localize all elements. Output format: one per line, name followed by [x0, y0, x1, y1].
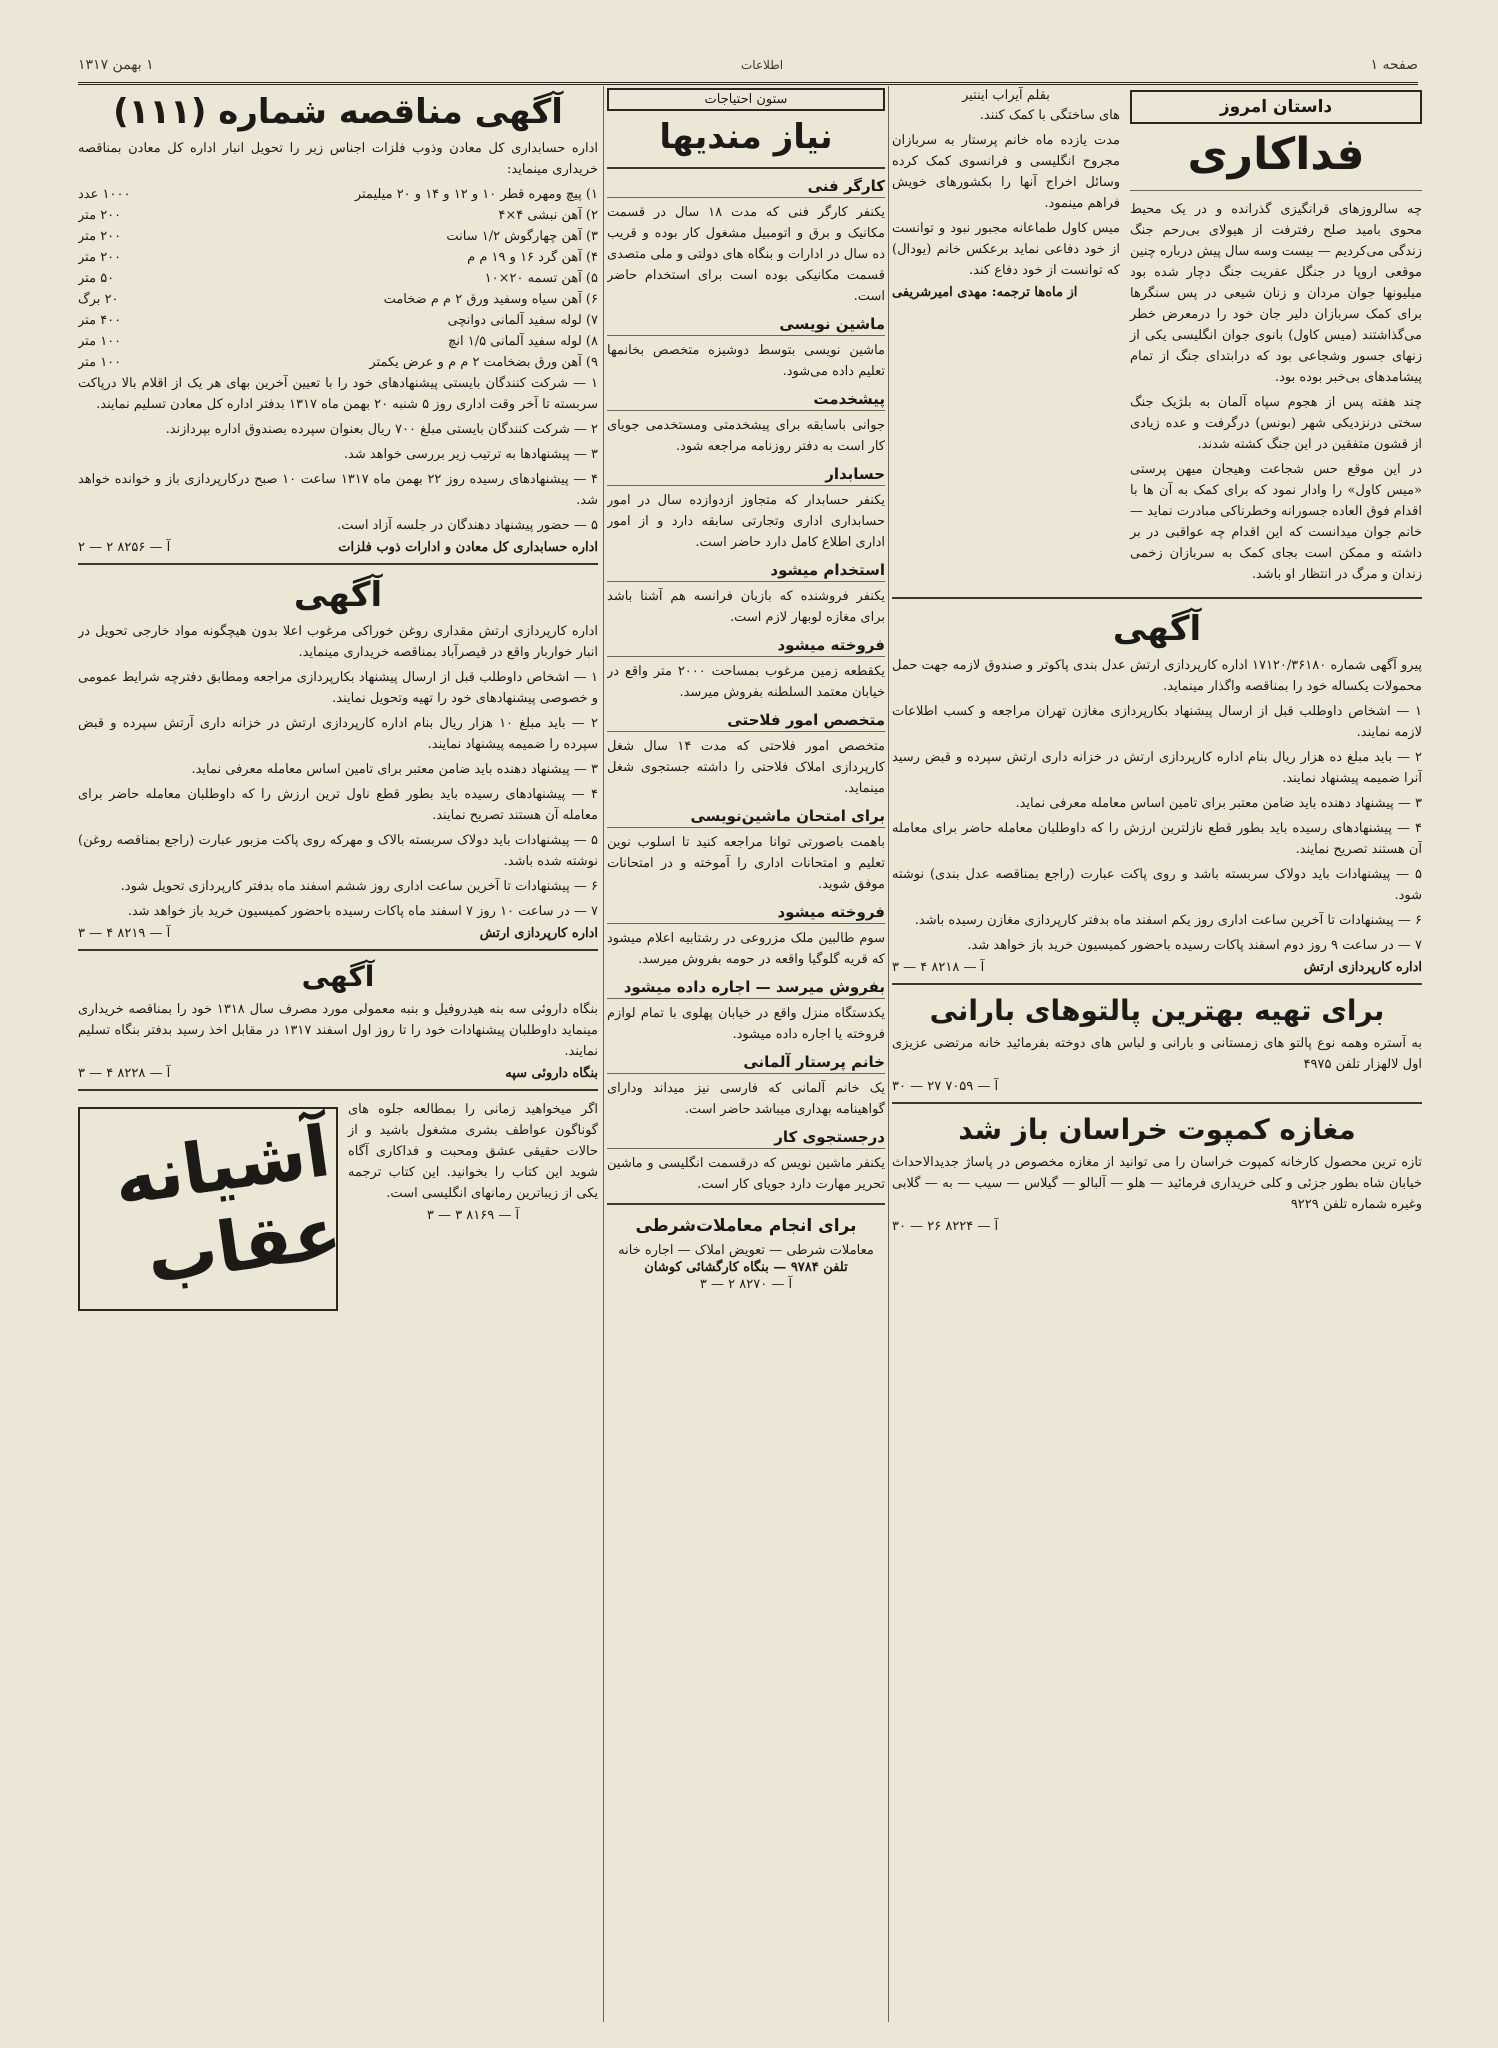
- tender-item: ۵) آهن تسمه ۲۰×۱۰ ۵۰ متر: [78, 271, 598, 286]
- conditional-deals-line: آ — ۸۲۷۰ ۲ — ۳: [699, 1277, 793, 1292]
- classified-heading: استخدام میشود: [607, 561, 885, 582]
- tender-intro: اداره حسابداری کل معادن وذوب فلزات اجناس زیر را تحویل انبار اداره کل معادن بمناقصه خریداری مینماید:: [78, 141, 598, 177]
- divider: [1130, 190, 1422, 191]
- classified-heading: فروخته میشود: [607, 636, 885, 657]
- army-notice-paragraph: ۶ — پیشنهادات تا آخرین ساعت اداری روز یکم اسفند ماه بدفتر کارپردازی مغازن رسیده باشد.: [914, 913, 1422, 928]
- army-notice-paragraph: ۳ — پیشنهاد دهنده باید ضامن معتبر برای تامین اساس معامله معرفی نماید.: [1015, 796, 1422, 811]
- divider: [78, 563, 598, 565]
- conditional-deals-title: برای انجام معاملات‌شرطی: [635, 1216, 857, 1236]
- conditional-deals-line: تلفن ۹۷۸۴ — بنگاه کارگشائی کوشان: [644, 1260, 848, 1275]
- story-byline: بقلم آیراب اینتیر: [962, 88, 1050, 103]
- compote-ad-title: مغازه کمپوت خراسان باز شد: [958, 1113, 1356, 1146]
- pharmacy-notice-footer: [78, 1066, 598, 1081]
- oil-notice-paragraph: ۱ — اشخاص داوطلب قبل از ارسال پیشنهاد بکارپردازی مراجعه ومطابق دفترچه شرایط عمومی و خصوصی پیشنهادهای خود را تهیه وتحویل نمایند.: [78, 670, 598, 706]
- column-left: [78, 86, 598, 1319]
- compote-ad-ref: آ — ۸۲۲۴ ۲۶ — ۳۰: [892, 1219, 999, 1234]
- oil-notice-paragraph: ۲ — باید مبلغ ۱۰ هزار ریال بنام اداره کارپردازی ارتش در خزانه داری آرتش سپرده و قبض سپرده را ضمیمه پیشنهاد نمایند.: [78, 716, 598, 752]
- story-main: [1130, 86, 1422, 589]
- tender-ref: آ — ۸۲۵۶ ۲ — ۲: [78, 540, 171, 555]
- tender-item: ۸) لوله سفید آلمانی ۱/۵ انچ ۱۰۰ متر: [78, 334, 598, 349]
- story-paragraph: های ساختگی با کمک کنند.: [979, 108, 1120, 123]
- oil-notice-title: آگهی: [293, 575, 383, 615]
- classified-heading: درجستجوی کار: [607, 1128, 885, 1149]
- series-title: داستان امروز: [1130, 90, 1422, 124]
- oil-notice-paragraph: ۷ — در ساعت ۱۰ روز ۷ اسفند ماه پاکات رسیده باحضور کمیسیون خرید باز خواهد شد.: [127, 904, 598, 919]
- classified-heading: حسابدار: [607, 465, 885, 486]
- story-continuation: [892, 86, 1120, 589]
- tender-item: ۱) پیچ ومهره قطر ۱۰ و ۱۲ و ۱۴ و ۲۰ میلیمتر ۱۰۰۰ عدد: [78, 187, 598, 202]
- tender-item: ۳) آهن چهارگوش ۱/۲ سانت ۲۰۰ متر: [78, 229, 598, 244]
- oil-notice-paragraph: ۳ — پیشنهاد دهنده باید ضامن معتبر برای تامین اساس معامله معرفی نماید.: [191, 762, 598, 777]
- tender-condition: ۴ — پیشنهادهای رسیده روز ۲۲ بهمن ماه ۱۳۱۷ ساعت ۱۰ صبح درکارپردازی باز و خوانده خواهد شد.: [78, 472, 598, 508]
- army-notice-paragraph: ۲ — باید مبلغ ده هزار ریال بنام اداره کارپردازی ارتش در خزانه داری ارتش سپرده و قبض رسید آنرا ضمیمه پیشنهاد نمایند.: [892, 750, 1422, 786]
- book-promo: [78, 1099, 598, 1319]
- divider: [78, 1089, 598, 1091]
- tender-item: ۲) آهن نبشی ۴×۴ ۲۰۰ متر: [78, 208, 598, 223]
- classified-text: جوانی باسابقه برای پیشخدمتی ومستخدمی جویای کار است به دفتر روزنامه مراجعه شود.: [607, 418, 885, 454]
- raincoat-ad-ref: آ — ۷۰۵۹ ۲۷ — ۳۰: [892, 1079, 999, 1094]
- army-notice-ref: آ — ۸۲۱۸ ۴ — ۳: [892, 960, 985, 975]
- classified-text: یکقطعه زمین مرغوب بمساحت ۲۰۰۰ متر واقع در خیابان معتمد السلطنه بفروش میرسد.: [607, 664, 885, 700]
- column-divider: [888, 86, 889, 2022]
- oil-notice-paragraph: ۶ — پیشنهادات تا آخرین ساعت اداری روز ششم اسفند ماه بدفتر کارپردازی تحویل شود.: [120, 879, 598, 894]
- paper-title: اطلاعات: [740, 58, 784, 72]
- oil-notice-ref: آ — ۸۲۱۹ ۴ — ۳: [78, 926, 171, 941]
- translator-credit: از ماه‌ها ترجمه: مهدی امیرشریفی: [892, 285, 1078, 300]
- column-divider: [603, 86, 604, 2022]
- masthead: [78, 48, 1418, 85]
- story-paragraph: چند هفته پس از هجوم سپاه آلمان به بلژیک جنگ سختی درنزدیکی شهر (بونس) درگرفت و عده زیادی از قشون متفقین در این جنگ کشته شدند.: [1130, 395, 1422, 452]
- book-title: آشیانه عقاب: [109, 1109, 347, 1300]
- classified-text: یکدستگاه منزل واقع در خیابان پهلوی با تمام لوازم فروخته یا اجاره داده میشود.: [607, 1006, 885, 1042]
- classified-text: باهمت باصورتی توانا مراجعه کنید تا اسلوب نوین تعلیم و امتحانات اداری را آموخته و در امتحانات موفق شوید.: [607, 835, 885, 892]
- classified-text: یکنفر کارگر فنی که مدت ۱۸ سال در قسمت مکانیک و برق و اتومبیل مشغول کار بوده و قریب ده سال در ادارات و بنگاه های دولتی و ملی متصدی قسمت مکانیکی بوده است برای استخدام حاضر است.: [607, 205, 885, 304]
- raincoat-ad-text: به آستره وهمه نوع پالتو های زمستانی و بارانی و لباس های دوخته بفرمائید خانه مرتضی عزیزی اول لالهزار تلفن ۴۹۷۵: [892, 1036, 1422, 1072]
- needs-title: نیاز مندیها: [659, 117, 833, 157]
- column-right: [892, 86, 1422, 1236]
- divider: [892, 1102, 1422, 1104]
- story-paragraph: در این موقع حس شجاعت وهیجان میهن پرستی «میس کاول» را وادار نمود که برای کمک به آن ها با اقدام فوق العاده جسورانه وخطرناکی مبادرت نماید — خانم جوان میدانست که این اقدام چه عواقبی در بر داشته و ممکن است بجای کمک به سربازان زخمی زندان و مرگ در انتظار او باشد.: [1130, 462, 1422, 582]
- classified-heading: کارگر فنی: [607, 177, 885, 198]
- classified-text: یک خانم آلمانی که فارسی نیز میداند ودارای گواهینامه بهداری میباشد حاضر است.: [607, 1081, 885, 1117]
- divider: [78, 949, 598, 951]
- classified-text: یکنفر حسابدار که متجاوز ازدوازده سال در امور حسابداری اداری وتجارتی سابقه دارد و از امور اداری اطلاع کامل دارد حاضر است.: [607, 493, 885, 550]
- tender-item: ۷) لوله سفید آلمانی دوانچی ۴۰۰ متر: [78, 313, 598, 328]
- classified-text: یکنفر ماشین نویس که درقسمت انگلیسی و ماشین تحریر مهارت دارد جویای کار است.: [607, 1156, 885, 1192]
- army-notice-signature: اداره کارپردازی ارتش: [1303, 960, 1422, 975]
- classified-text: متخصص امور فلاحتی که مدت ۱۴ سال شغل کارپردازی املاک فلاحتی را داشته جستجوی شغل مینماید.: [607, 739, 885, 796]
- tender-item: ۴) آهن گرد ۱۶ و ۱۹ م م ۲۰۰ متر: [78, 250, 598, 265]
- tender-condition: ۳ — پیشنهادها به ترتیب زیر بررسی خواهد شد.: [343, 447, 598, 462]
- oil-notice-paragraph: ۵ — پیشنهادات باید دولاک سربسته بالاک و مهرکه روی پاکت مزبور عبارت (راجع بمناقصه روغن) نوشته شده باشد.: [78, 833, 598, 869]
- oil-notice-signature: اداره کارپردازی ارتش: [479, 926, 598, 941]
- tender-condition: ۱ — شرکت کنندگان بایستی پیشنهادهای خود را با تعیین آخرین بهای هر یک از اقلام بالا درپاکت سربسته تا آخر وقت اداری روز ۵ شنبه ۲۰ بهمن ماه ۱۳۱۷ بدفتر اداره کل معادن تسلیم نمایند.: [78, 376, 598, 412]
- pharmacy-notice-ref: آ — ۸۲۲۸ ۴ — ۳: [78, 1066, 171, 1081]
- oil-notice-paragraph: ۴ — پیشنهادهای رسیده باید بطور قطع ناول ترین ارزش را که داوطلبان معامله حاضر برای معامله آن هستند تصریح نمایند.: [78, 787, 598, 823]
- army-notice-footer: [892, 960, 1422, 975]
- book-title-box: [78, 1107, 347, 1311]
- book-promo-text-block: [348, 1099, 598, 1319]
- book-promo-text: اگر میخواهید زمانی را بمطالعه جلوه های گوناگون عواطف بشری مشغول باشید و از حالات حقیقی عشق ومحبت و فداکاری آگاه شوید این کتاب را بخوانید. این کتاب ترجمه یکی از زیباترین رمانهای انگلیسی است.: [348, 1102, 598, 1201]
- tender-condition: ۲ — شرکت کنندگان بایستی مبلغ ۷۰۰ ریال بعنوان سپرده بصندوق اداره بپردازند.: [165, 422, 598, 437]
- pharmacy-notice-signature: بنگاه داروئی سپه: [505, 1066, 598, 1081]
- divider: [892, 597, 1422, 599]
- oil-notice-footer: [78, 926, 598, 941]
- classified-text: یکنفر فروشنده که بازبان فرانسه هم آشنا باشد برای مغازه لوبهار لازم است.: [607, 589, 885, 625]
- classified-heading: پیشخدمت: [607, 390, 885, 411]
- tender-item: ۶) آهن سیاه وسفید ورق ۲ م م ضخامت ۲۰ برگ: [78, 292, 598, 307]
- compote-ad-text: تازه ترین محصول کارخانه کمپوت خراسان را می توانید از مغازه مخصوص در پاساژ جدیدالاحداث خیابان شاه بطور جزئی و کلی خریداری فرمائید — هلو — آلبالو — گیلاس — سیب — به — گلابی وغیره شماره تلفن ۹۲۲۹: [892, 1155, 1422, 1212]
- army-notice-paragraph: ۴ — پیشنهادهای رسیده باید بطور قطع نازلترین ارزش را که داوطلبان معامله حاضر برای معامله آن هستند تصریح نمایند.: [892, 821, 1422, 857]
- divider: [607, 1203, 885, 1205]
- tender-footer: [78, 540, 598, 555]
- classified-text: سوم طالبین ملک مزروعی در رشتابیه اعلام میشود که قریه گلوگیا واقعه در حومه بفروش میرسد.: [607, 931, 885, 967]
- classified-heading: خانم پرستار آلمانی: [607, 1053, 885, 1074]
- classified-heading: فروخته میشود: [607, 903, 885, 924]
- army-notice-paragraph: پیرو آگهی شماره ۱۷۱۲۰/۳۶۱۸۰ اداره کارپردازی ارتش عدل بندی پاکوتر و صندوق لازمه جهت حمل محمولات یکساله خود را بمناقصه واگذار مینماید.: [892, 658, 1422, 694]
- column-middle: [607, 86, 885, 1294]
- army-notice-paragraph: ۷ — در ساعت ۹ روز دوم اسفند پاکات رسیده باحضور کمیسیون خرید باز خواهد شد.: [967, 938, 1422, 953]
- army-notice-paragraph: ۵ — پیشنهادات باید دولاک سربسته باشد و روی پاکت عبارت (راجع بمناقصه عدل بندی) نوشته شود.: [892, 867, 1422, 903]
- needs-section-label: ستون احتیاجات: [607, 88, 885, 111]
- page-label: صفحه ۱: [1370, 57, 1418, 73]
- classified-heading: متخصص امور فلاحتی: [607, 711, 885, 732]
- divider: [892, 983, 1422, 985]
- book-promo-ref: آ — ۸۱۶۹ ۳ — ۳: [426, 1208, 520, 1223]
- tender-title: آگهی مناقصه شماره (۱۱۱): [113, 92, 563, 132]
- raincoat-ad-title: برای تهیه بهترین پالتوهای بارانی: [929, 994, 1385, 1027]
- army-notice-paragraph: ۱ — اشخاص داوطلب قبل از ارسال پیشنهاد بکارپردازی مغازن تهران مراجعه و کسب اطلاعات لازمه نمایند.: [892, 704, 1422, 740]
- story-title: فداکاری: [1187, 129, 1365, 180]
- divider: [607, 167, 885, 169]
- classified-heading: بفروش میرسد — اجاره داده میشود: [607, 978, 885, 999]
- classified-heading: ماشین نویسی: [607, 315, 885, 336]
- pharmacy-notice-text: بنگاه داروئی سه بنه هیدروفیل و بنبه معمولی مورد مصرف سال ۱۳۱۸ خود را بمناقصه خریداری مینماید داوطلبان پیشنهادات خود را تا روز اول اسفند ۱۳۱۷ در مقابل اخذ رسید بدفتر بنگاه تسلیم نمایند.: [78, 1002, 598, 1059]
- classified-text: ماشین نویسی بتوسط دوشیزه متخصص بخانمها تعلیم داده می‌شود.: [607, 343, 885, 379]
- conditional-deals-line: معاملات شرطی — تعویض املاک — اجاره خانه: [618, 1243, 874, 1258]
- pharmacy-notice-title: آگهی: [301, 960, 375, 993]
- tender-signature: اداره حسابداری کل معادن و ادارات ذوب فلزات: [338, 540, 598, 555]
- story-paragraph: میس کاول طماعانه مجبور نبود و توانست از خود دفاعی نماید برعکس خانم (یودال) که توانست از خود دفاع کند.: [892, 221, 1120, 278]
- issue-date: ۱ بهمن ۱۳۱۷: [78, 57, 154, 73]
- story-paragraph: چه سالروزهای قرانگیزی گذرانده و در یک محیط محوی بامید صلح رفترفت از هیولای بی‌رحم جنگ زندگی می‌کردیم — بیست وسه سال پیش درباره چنین موقعی اروپا در جنگل عفریت جنگ دچار شده بود میلیونها جوان مردان و زنان شیعی در پس سنگرها برای کمک سربازان دلیر جان خود را درمعرض خطر می‌گذاشتند (میس کاول) بانوی جوان انگلیسی یکی از زنهای جسور وشجاعی بود که درابتدای جنگ از تمام پیشامدهای بی‌خبر بوده بود.: [1130, 202, 1422, 385]
- army-notice-title: آگهی: [1112, 609, 1202, 649]
- tender-item: ۹) آهن ورق بضخامت ۲ م م و عرض یکمتر ۱۰۰ متر: [78, 355, 598, 370]
- oil-notice-paragraph: اداره کارپردازی ارتش مقداری روغن خوراکی مرغوب اعلا بدون هیچگونه مواد خارجی تحویل در انبار خواربار واقع در قیصرآباد بمناقصه خریداری مینماید.: [78, 624, 598, 660]
- story-paragraph: مدت یازده ماه خانم پرستار به سربازان مجروح انگلیسی و فرانسوی کمک کرده وسائل اخراج آنها را بکشورهای خویش فراهم مینمود.: [892, 133, 1120, 211]
- tender-condition: ۵ — حضور پیشنهاد دهندگان در جلسه آزاد است.: [337, 518, 598, 533]
- classified-heading: برای امتحان ماشین‌نویسی: [607, 807, 885, 828]
